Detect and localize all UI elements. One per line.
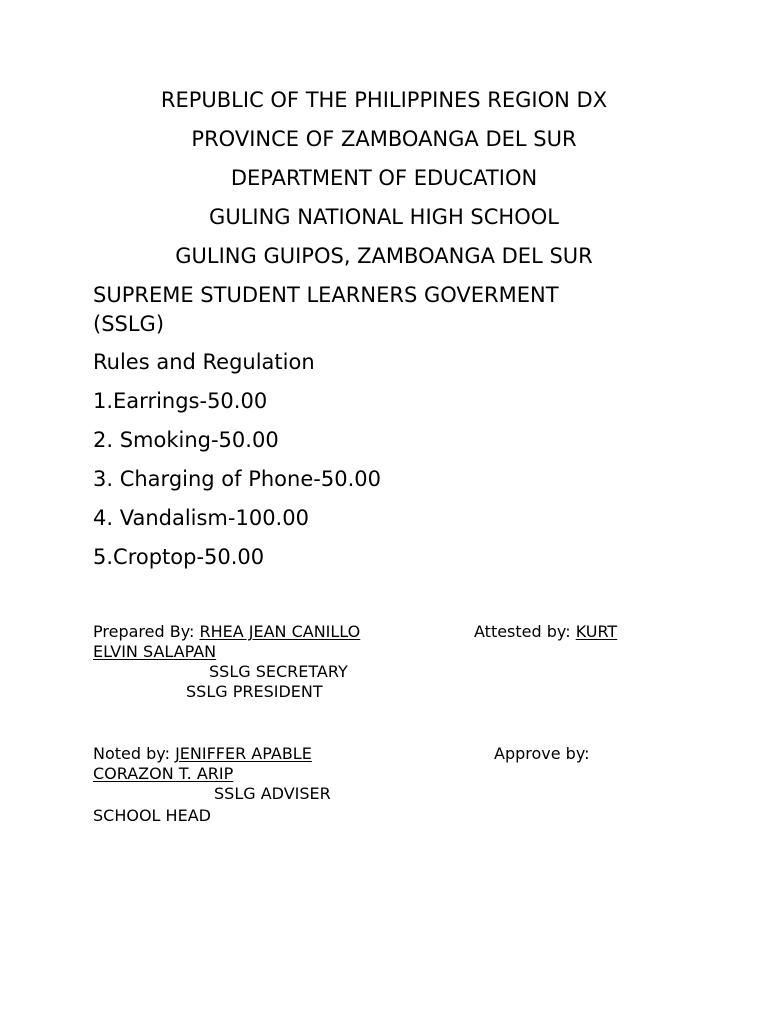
adviser-title: SSLG ADVISER bbox=[214, 784, 331, 803]
approve-by-name: CORAZON T. ARIP bbox=[93, 764, 234, 783]
approve-by-name-line bbox=[93, 764, 233, 784]
rule-item: 4. Vandalism-100.00 bbox=[93, 506, 309, 530]
attested-by-name-part2: ELVIN SALAPAN bbox=[93, 642, 217, 661]
prepared-by-name: RHEA JEAN CANILLO bbox=[199, 622, 361, 641]
rule-item: 1.Earrings-50.00 bbox=[93, 389, 268, 413]
president-title: SSLG PRESIDENT bbox=[186, 682, 323, 701]
approve-by-label: Approve by: bbox=[494, 744, 590, 763]
rules-title: Rules and Regulation bbox=[93, 350, 315, 374]
attested-by-line bbox=[474, 622, 617, 642]
attested-by-name-continued bbox=[93, 642, 216, 662]
header-school: GULING NATIONAL HIGH SCHOOL bbox=[209, 205, 559, 229]
secretary-title: SSLG SECRETARY bbox=[209, 662, 348, 681]
rule-item: 2. Smoking-50.00 bbox=[93, 428, 279, 452]
org-abbreviation: (SSLG) bbox=[93, 312, 165, 336]
attested-by-label: Attested by: bbox=[474, 622, 576, 641]
rule-item: 5.Croptop-50.00 bbox=[93, 545, 265, 569]
noted-by-label: Noted by: bbox=[93, 744, 176, 763]
school-head-title: SCHOOL HEAD bbox=[93, 806, 211, 825]
rule-item: 3. Charging of Phone-50.00 bbox=[93, 467, 381, 491]
prepared-by-label: Prepared By: bbox=[93, 622, 200, 641]
org-name: SUPREME STUDENT LEARNERS GOVERMENT bbox=[93, 283, 559, 307]
header-republic: REPUBLIC OF THE PHILIPPINES REGION DX bbox=[160, 88, 608, 112]
header-department: DEPARTMENT OF EDUCATION bbox=[230, 166, 538, 190]
noted-by-line bbox=[93, 744, 312, 764]
header-address: GULING GUIPOS, ZAMBOANGA DEL SUR bbox=[175, 244, 593, 268]
header-province: PROVINCE OF ZAMBOANGA DEL SUR bbox=[191, 127, 577, 151]
attested-by-name: KURT bbox=[575, 622, 618, 641]
prepared-by-line bbox=[93, 622, 360, 642]
noted-by-name: JENIFFER APABLE bbox=[175, 744, 312, 763]
